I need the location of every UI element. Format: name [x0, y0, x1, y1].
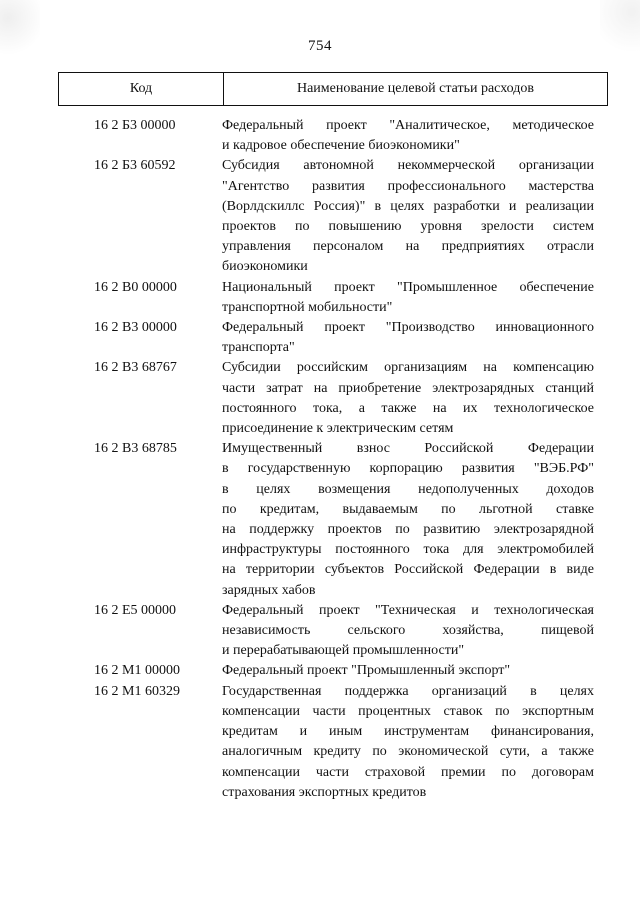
table-row [58, 682, 608, 803]
table-row [58, 601, 608, 662]
row-name-line: управления персоналом на предприятиях отрасли [222, 239, 594, 255]
row-code: 16 2 Е5 00000 [94, 602, 177, 618]
table-row [58, 318, 608, 358]
row-name-line: части затрат на приобретение электрозарядных станций [222, 380, 594, 396]
page-number: 754 [308, 38, 332, 54]
row-name-line: зарядных хабов [222, 582, 316, 598]
table-row [58, 661, 608, 681]
table-row [58, 439, 608, 601]
row-name [222, 682, 594, 803]
row-name [222, 156, 594, 277]
row-code: 16 2 М1 00000 [94, 663, 180, 679]
row-name-line: Субсидия автономной некоммерческой организации [222, 158, 594, 174]
row-name-line: биоэкономики [222, 259, 308, 275]
row-code: 16 2 М1 60329 [94, 683, 180, 699]
table-row [58, 156, 608, 277]
row-name [222, 439, 594, 601]
row-name-line: Имущественный взнос Российской Федерации [222, 441, 594, 457]
row-name-line: транспортной мобильности" [222, 299, 393, 315]
row-name [222, 661, 594, 681]
row-name-line: компенсации части страховой премии по договорам [222, 764, 594, 780]
row-code: 16 2 В3 00000 [94, 320, 177, 336]
table-row [58, 116, 608, 156]
row-name-line: Государственная поддержка организаций в целях [222, 683, 594, 699]
table-body [58, 116, 608, 803]
row-name-line: на поддержку проектов по развитию электрозарядной [222, 522, 594, 538]
row-name-line: и перерабатывающей промышленности" [222, 643, 465, 659]
row-name-line: Федеральный проект "Аналитическое, методическое [222, 118, 594, 133]
row-code: 16 2 Б3 60592 [94, 158, 176, 174]
row-name-line: Федеральный проект "Производство инновационного [222, 320, 594, 336]
row-name-line: по кредитам, выдаваемым по льготной ставке [222, 501, 594, 517]
row-name-line: (Ворлдскиллс Россия)" в целях разработки и реализации [222, 198, 594, 214]
row-name-line: Федеральный проект "Техническая и технологическая [222, 602, 594, 618]
row-code: 16 2 В0 00000 [94, 279, 177, 295]
row-code: 16 2 В3 68785 [94, 441, 177, 457]
row-name-line: страхования экспортных кредитов [222, 784, 427, 800]
table-header [58, 72, 608, 106]
row-name [222, 358, 594, 439]
row-name-line: Национальный проект "Промышленное обеспечение [222, 279, 594, 295]
row-name-line: проектов по повышению уровня зрелости систем [222, 219, 594, 235]
row-name-line: присоединение к электрическим сетям [222, 421, 454, 437]
row-name-line: и кадровое обеспечение биоэкономики" [222, 138, 460, 154]
row-name-line: на территории субъектов Российской Федерации в виде [222, 562, 594, 578]
header-code-label: Код [59, 73, 224, 105]
row-name-line: Субсидии российским организациям на компенсацию [222, 360, 594, 376]
row-name-line: независимость сельского хозяйства, пищевой [222, 623, 594, 639]
row-name-line: аналогичным кредиту по экономической сути, а также [222, 744, 594, 760]
row-code: 16 2 В3 68767 [94, 360, 177, 376]
row-name [222, 318, 594, 358]
row-name [222, 278, 594, 318]
row-name-line: в государственную корпорацию развития "ВЭБ.РФ" [222, 461, 594, 477]
row-name-line: постоянного тока, а также на их технологическое [222, 400, 594, 416]
row-name [222, 116, 594, 156]
row-code: 16 2 Б3 00000 [94, 118, 176, 133]
header-name-label: Наименование целевой статьи расходов [296, 81, 535, 96]
row-name-line: в целях возмещения недополученных доходов [222, 481, 594, 497]
table-row [58, 358, 608, 439]
row-name-line: транспорта" [222, 340, 295, 356]
row-name-line: кредитам и иным инструментам финансирования, [222, 724, 594, 740]
row-name [222, 601, 594, 662]
row-name-line: инфраструктуры постоянного тока для электромобилей [222, 542, 594, 558]
row-name-line: компенсации части процентных ставок по экспортным [222, 703, 594, 719]
row-name-line: Федеральный проект "Промышленный экспорт" [222, 663, 511, 679]
row-name-line: "Агентство развития профессионального мастерства [222, 178, 594, 194]
table-row [58, 278, 608, 318]
